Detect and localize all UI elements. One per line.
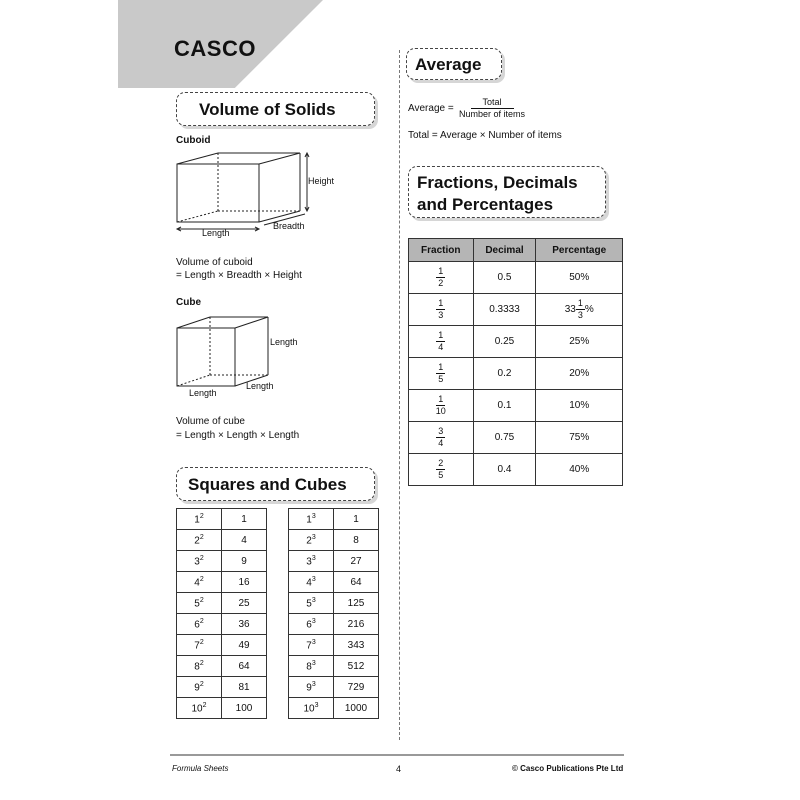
cube-label: Cube bbox=[176, 297, 201, 308]
square-base-cell bbox=[177, 677, 222, 698]
fdp-decimal-cell: 0.2 bbox=[473, 358, 536, 390]
fdp-header-cell: Decimal bbox=[473, 239, 536, 262]
square-exponent: 2 bbox=[199, 575, 204, 583]
square-base-cell bbox=[177, 698, 222, 719]
square-exponent: 2 bbox=[199, 680, 204, 688]
square-base-cell bbox=[177, 656, 222, 677]
cube-base-cell bbox=[289, 593, 334, 614]
fraction-denominator: 4 bbox=[438, 342, 444, 352]
fraction-denominator: 5 bbox=[438, 470, 444, 480]
square-row bbox=[177, 656, 267, 677]
fdp-fraction-cell bbox=[409, 294, 474, 326]
cube-base: 9 bbox=[306, 682, 312, 694]
square-base: 2 bbox=[194, 535, 200, 547]
fraction bbox=[436, 298, 445, 321]
fdp-header-cell: Percentage bbox=[536, 239, 623, 262]
fdp-percentage-cell: 20% bbox=[536, 358, 623, 390]
cube-base-cell bbox=[289, 572, 334, 593]
cube-row bbox=[289, 509, 379, 530]
square-exponent: 2 bbox=[199, 554, 204, 562]
square-value-cell: 1 bbox=[222, 509, 267, 530]
fdp-decimal-cell: 0.3333 bbox=[473, 294, 536, 326]
percent-whole: 33 bbox=[564, 304, 576, 316]
square-exponent: 2 bbox=[202, 701, 207, 709]
footer-left: Formula Sheets bbox=[172, 764, 229, 773]
cuboid-formula-line1: Volume of cuboid bbox=[176, 257, 253, 268]
cube-base: 2 bbox=[306, 535, 312, 547]
fdp-row bbox=[409, 358, 623, 390]
cube-formula-line2: = Length × Length × Length bbox=[176, 430, 300, 441]
column-divider bbox=[399, 50, 400, 740]
fdp-fraction-cell bbox=[409, 262, 474, 294]
cube-value-cell: 8 bbox=[334, 530, 379, 551]
square-row bbox=[177, 530, 267, 551]
square-base: 1 bbox=[194, 514, 200, 526]
square-exponent: 2 bbox=[199, 533, 204, 541]
fdp-fraction-cell bbox=[409, 454, 474, 486]
fraction-numerator: 1 bbox=[438, 394, 444, 404]
cube-base: 10 bbox=[303, 703, 315, 715]
square-row bbox=[177, 635, 267, 656]
fdp-decimal-cell: 0.1 bbox=[473, 390, 536, 422]
squares-title: Squares and Cubes bbox=[188, 475, 347, 494]
fdp-fraction-cell bbox=[409, 422, 474, 454]
square-base-cell bbox=[177, 614, 222, 635]
fdp-header-cell: Fraction bbox=[409, 239, 474, 262]
brand-title: CASCO bbox=[174, 36, 256, 61]
square-base-cell bbox=[177, 635, 222, 656]
square-value-cell: 64 bbox=[222, 656, 267, 677]
cube-row bbox=[289, 614, 379, 635]
cube-exponent: 3 bbox=[311, 659, 316, 667]
fraction bbox=[436, 266, 445, 289]
fdp-percentage-cell: 25% bbox=[536, 326, 623, 358]
fdp-fraction-cell bbox=[409, 326, 474, 358]
fraction-numerator: 1 bbox=[438, 298, 444, 308]
cube-value-cell: 125 bbox=[334, 593, 379, 614]
average-fraction bbox=[459, 97, 525, 120]
fraction-numerator: 3 bbox=[438, 426, 444, 436]
fraction bbox=[436, 426, 445, 449]
cube-base-cell bbox=[289, 551, 334, 572]
square-value-cell: 49 bbox=[222, 635, 267, 656]
cube-base-cell bbox=[289, 509, 334, 530]
square-value-cell: 4 bbox=[222, 530, 267, 551]
square-base-cell bbox=[177, 509, 222, 530]
cuboid-label: Cuboid bbox=[176, 135, 211, 146]
cube-base: 1 bbox=[306, 514, 312, 526]
square-exponent: 2 bbox=[199, 659, 204, 667]
cube-exponent: 3 bbox=[311, 533, 316, 541]
square-value-cell: 100 bbox=[222, 698, 267, 719]
fraction bbox=[436, 394, 446, 417]
cube-exponent: 3 bbox=[311, 596, 316, 604]
cuboid-length-label: Length bbox=[202, 228, 230, 238]
cube-base-cell bbox=[289, 635, 334, 656]
cube-base-cell bbox=[289, 614, 334, 635]
cube-row bbox=[289, 551, 379, 572]
cube-value-cell: 729 bbox=[334, 677, 379, 698]
fraction bbox=[436, 458, 445, 481]
fraction-numerator: 2 bbox=[438, 458, 444, 468]
square-row bbox=[177, 677, 267, 698]
fdp-decimal-cell: 0.75 bbox=[473, 422, 536, 454]
cube-bottom-right-label: Length bbox=[246, 381, 274, 391]
square-exponent: 2 bbox=[199, 512, 204, 520]
square-base-cell bbox=[177, 530, 222, 551]
fdp-row bbox=[409, 262, 623, 294]
cube-base-cell bbox=[289, 677, 334, 698]
average-numerator: Total bbox=[471, 97, 514, 109]
cube-base-cell bbox=[289, 530, 334, 551]
cube-value-cell: 1000 bbox=[334, 698, 379, 719]
fdp-header-row bbox=[409, 239, 623, 262]
volume-title: Volume of Solids bbox=[199, 100, 336, 119]
footer-copyright: © Casco Publications Pte Ltd bbox=[512, 764, 624, 773]
cube-side-label: Length bbox=[270, 337, 298, 347]
square-base: 10 bbox=[191, 703, 203, 715]
average-denominator: Number of items bbox=[459, 109, 526, 119]
fdp-table bbox=[408, 238, 623, 486]
cube-base: 5 bbox=[306, 598, 312, 610]
square-value-cell: 9 bbox=[222, 551, 267, 572]
cube-exponent: 3 bbox=[311, 554, 316, 562]
fraction-denominator: 2 bbox=[438, 278, 444, 288]
cube-row bbox=[289, 635, 379, 656]
square-base-cell bbox=[177, 593, 222, 614]
fdp-row bbox=[409, 294, 623, 326]
average-title-box bbox=[406, 48, 502, 80]
square-value-cell: 36 bbox=[222, 614, 267, 635]
square-base: 4 bbox=[194, 577, 200, 589]
fraction bbox=[436, 330, 445, 353]
fdp-title-line2: and Percentages bbox=[417, 195, 554, 214]
square-base-cell bbox=[177, 572, 222, 593]
cube-value-cell: 1 bbox=[334, 509, 379, 530]
square-exponent: 2 bbox=[199, 638, 204, 646]
fdp-fraction-cell bbox=[409, 390, 474, 422]
cube-row bbox=[289, 698, 379, 719]
cubes-table bbox=[288, 508, 379, 719]
square-row bbox=[177, 509, 267, 530]
cube-exponent: 3 bbox=[311, 575, 316, 583]
footer-rule bbox=[170, 754, 624, 756]
fdp-row bbox=[409, 454, 623, 486]
fdp-row bbox=[409, 326, 623, 358]
cuboid-diagram bbox=[170, 146, 340, 242]
cube-row bbox=[289, 530, 379, 551]
cube-value-cell: 512 bbox=[334, 656, 379, 677]
cube-value-cell: 64 bbox=[334, 572, 379, 593]
square-value-cell: 16 bbox=[222, 572, 267, 593]
cuboid-height-label: Height bbox=[308, 176, 335, 186]
square-row bbox=[177, 572, 267, 593]
fraction-denominator: 5 bbox=[438, 374, 444, 384]
square-row bbox=[177, 614, 267, 635]
fdp-percentage-cell bbox=[536, 294, 623, 326]
square-value-cell: 81 bbox=[222, 677, 267, 698]
squares-title-box bbox=[176, 467, 375, 501]
cube-base: 4 bbox=[306, 577, 312, 589]
cube-base-cell bbox=[289, 698, 334, 719]
cube-value-cell: 27 bbox=[334, 551, 379, 572]
fraction-denominator: 3 bbox=[438, 310, 444, 320]
fraction-numerator: 1 bbox=[438, 266, 444, 276]
fraction bbox=[436, 362, 445, 385]
square-base: 6 bbox=[194, 619, 200, 631]
square-base: 9 bbox=[194, 682, 200, 694]
fdp-row bbox=[409, 422, 623, 454]
fdp-title-box bbox=[408, 166, 606, 218]
footer-page-number: 4 bbox=[396, 764, 402, 774]
cube-diagram bbox=[170, 310, 300, 400]
cube-base: 3 bbox=[306, 556, 312, 568]
cube-formula-line1: Volume of cube bbox=[176, 416, 245, 427]
cube-exponent: 3 bbox=[311, 617, 316, 625]
fdp-decimal-cell: 0.4 bbox=[473, 454, 536, 486]
fdp-fraction-cell bbox=[409, 358, 474, 390]
fraction-numerator: 1 bbox=[438, 362, 444, 372]
fraction-numerator: 1 bbox=[438, 330, 444, 340]
cube-base-cell bbox=[289, 656, 334, 677]
fdp-percentage-cell: 40% bbox=[536, 454, 623, 486]
square-base: 8 bbox=[194, 661, 200, 673]
square-exponent: 2 bbox=[199, 596, 204, 604]
fraction-denominator: 4 bbox=[438, 438, 444, 448]
cube-exponent: 3 bbox=[311, 680, 316, 688]
total-formula: Total = Average × Number of items bbox=[408, 130, 562, 141]
cube-exponent: 3 bbox=[311, 638, 316, 646]
fdp-percentage-cell: 10% bbox=[536, 390, 623, 422]
square-base: 3 bbox=[194, 556, 200, 568]
cube-row bbox=[289, 593, 379, 614]
fdp-percentage-cell: 50% bbox=[536, 262, 623, 294]
fdp-percentage-cell: 75% bbox=[536, 422, 623, 454]
cuboid-breadth-label: Breadth bbox=[273, 221, 305, 231]
cube-base: 6 bbox=[306, 619, 312, 631]
percent-sign: % bbox=[584, 304, 594, 316]
cube-exponent: 3 bbox=[311, 512, 316, 520]
volume-title-box bbox=[176, 92, 375, 126]
percent-fraction bbox=[576, 298, 585, 321]
square-base: 5 bbox=[194, 598, 200, 610]
fraction-denominator: 10 bbox=[435, 406, 446, 416]
cube-exponent: 3 bbox=[314, 701, 319, 709]
cube-base: 8 bbox=[306, 661, 312, 673]
square-row bbox=[177, 698, 267, 719]
square-base-cell bbox=[177, 551, 222, 572]
cube-row bbox=[289, 572, 379, 593]
cube-value-cell: 216 bbox=[334, 614, 379, 635]
square-base: 7 bbox=[194, 640, 200, 652]
cube-value-cell: 343 bbox=[334, 635, 379, 656]
square-row bbox=[177, 593, 267, 614]
average-title: Average bbox=[415, 55, 482, 74]
cube-row bbox=[289, 677, 379, 698]
cube-base: 7 bbox=[306, 640, 312, 652]
average-lhs: Average = bbox=[408, 103, 454, 114]
fdp-decimal-cell: 0.25 bbox=[473, 326, 536, 358]
cube-row bbox=[289, 656, 379, 677]
cube-bottom-left-label: Length bbox=[189, 388, 217, 398]
square-exponent: 2 bbox=[199, 617, 204, 625]
square-value-cell: 25 bbox=[222, 593, 267, 614]
cuboid-formula-line2: = Length × Breadth × Height bbox=[176, 270, 302, 281]
squares-table bbox=[176, 508, 267, 719]
percent-fraction-denominator: 3 bbox=[577, 310, 583, 320]
percent-fraction-numerator: 1 bbox=[577, 298, 583, 308]
fdp-decimal-cell: 0.5 bbox=[473, 262, 536, 294]
square-row bbox=[177, 551, 267, 572]
fdp-title-line1: Fractions, Decimals bbox=[417, 173, 578, 192]
fdp-row bbox=[409, 390, 623, 422]
